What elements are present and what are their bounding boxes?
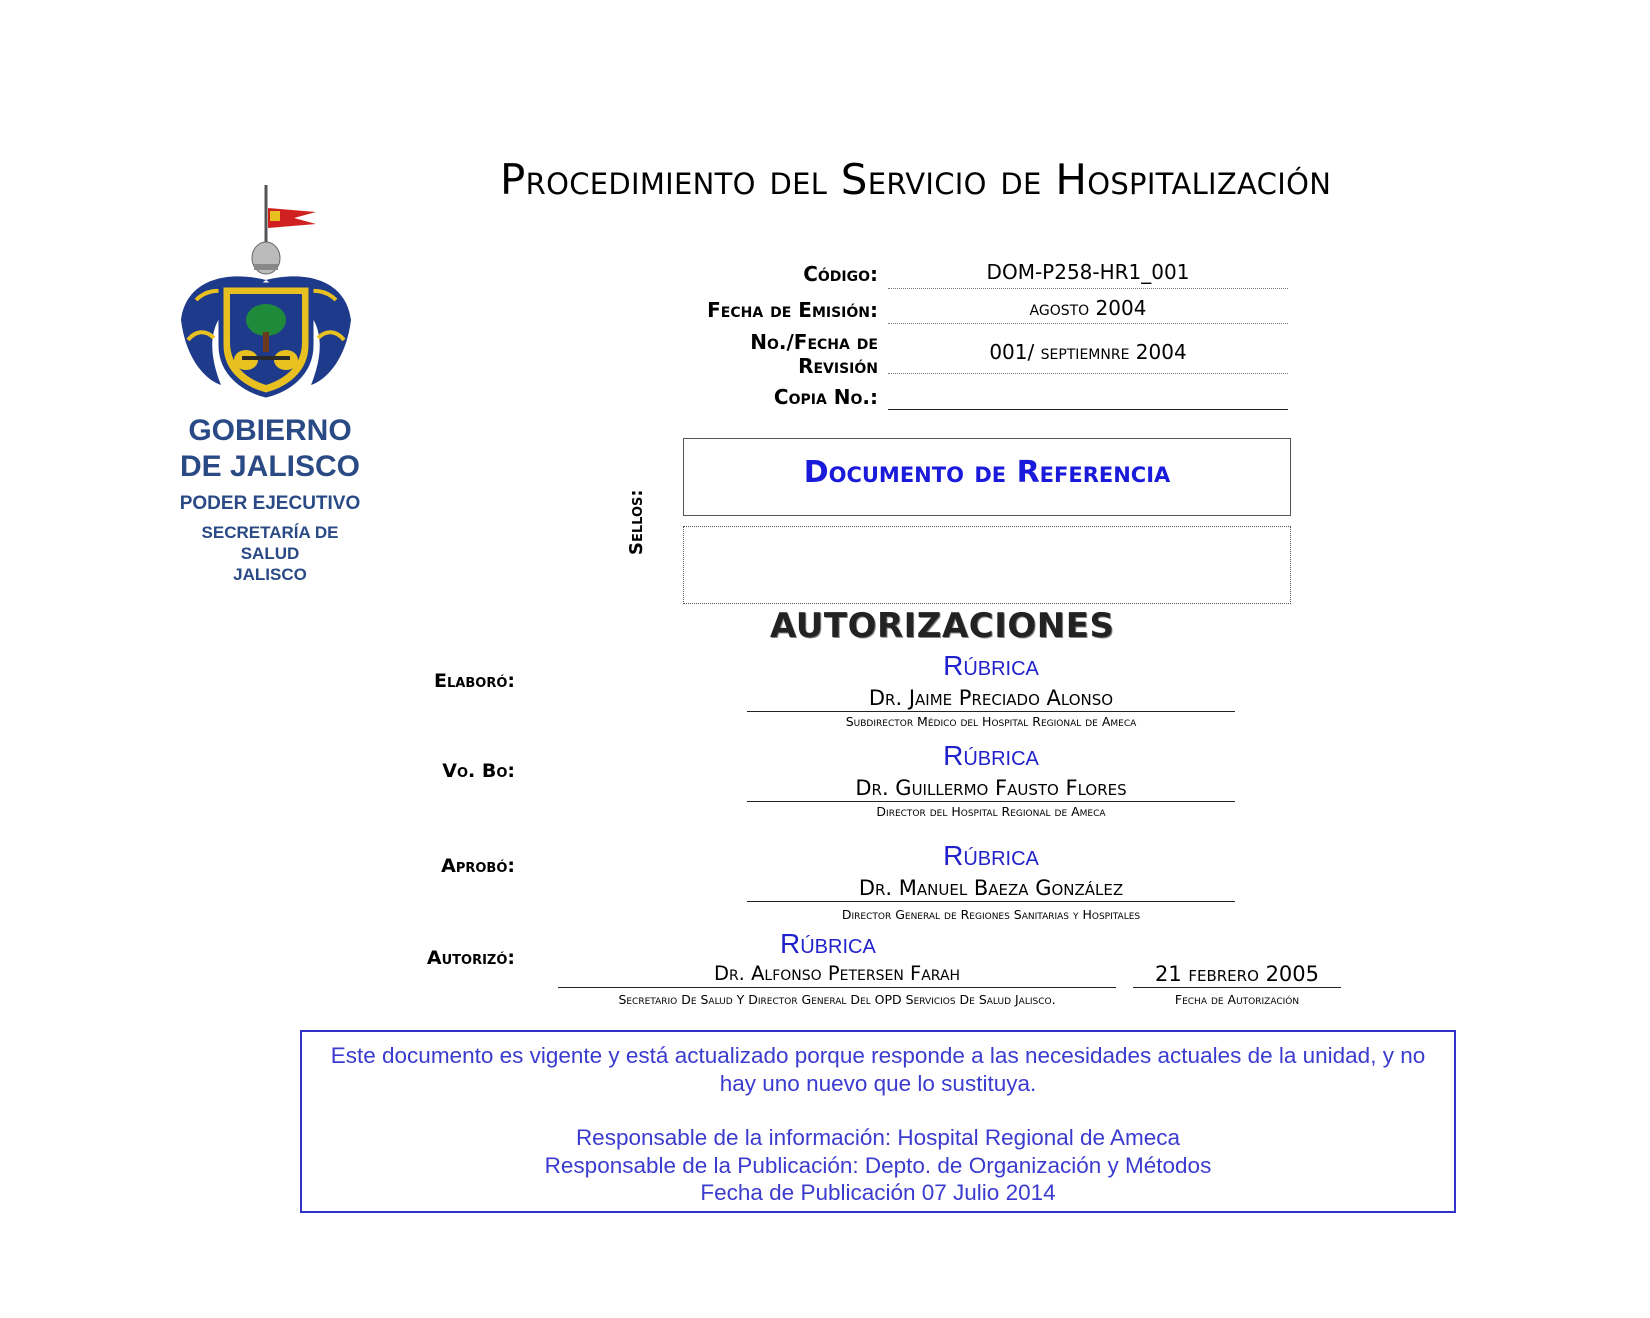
vigencia-statement: Este documento es vigente y está actualizado porque responde a las necesidades actuales de la unidad, y no hay uno nuevo que lo sustituya. xyxy=(330,1043,1426,1096)
logo-text-secretaria xyxy=(160,522,380,585)
elaboro-signature: Rúbrica xyxy=(943,650,1039,681)
document-title: Procedimiento del Servicio de Hospitalización xyxy=(500,155,1332,204)
fecha-publicacion: Fecha de Publicación 07 Julio 2014 xyxy=(700,1180,1056,1205)
logo-text-secretaria-1: SECRETARÍA DE xyxy=(201,523,339,542)
vobo-signature: Rúbrica xyxy=(943,740,1039,771)
copia-underline xyxy=(888,409,1288,410)
autorizo-name: Dr. Alfonso Petersen Farah xyxy=(713,962,961,985)
revision-label xyxy=(750,330,878,378)
autorizo-signature: Rúbrica xyxy=(780,928,876,959)
revision-label-line1: No./Fecha de xyxy=(750,330,878,354)
coat-of-arms-icon xyxy=(166,180,366,410)
fecha-emision-label: Fecha de Emisión: xyxy=(707,298,878,322)
logo-text-jalisco: DE JALISCO xyxy=(179,450,361,483)
sellos-label: Sellos: xyxy=(626,489,647,555)
autorizaciones-heading: AUTORIZACIONES xyxy=(770,606,1115,646)
elaboro-label: Elaboró: xyxy=(434,670,515,692)
aprobo-name: Dr. Manuel Baeza González xyxy=(858,876,1124,900)
fecha-autorizacion-value: 21 febrero 2005 xyxy=(1154,962,1320,986)
fecha-emision-underline xyxy=(888,323,1288,324)
elaboro-name: Dr. Jaime Preciado Alonso xyxy=(868,686,1114,710)
aprobo-signature: Rúbrica xyxy=(943,840,1039,871)
logo-text-secretaria-3: JALISCO xyxy=(233,565,307,584)
logo-text-gobierno: GOBIERNO xyxy=(188,414,352,447)
reference-document-title: Documento de Referencia xyxy=(803,455,1171,490)
jalisco-government-logo xyxy=(170,180,370,600)
responsables-block xyxy=(312,1124,1444,1207)
revision-underline xyxy=(888,373,1288,374)
aprobo-label: Aprobó: xyxy=(441,855,515,877)
logo-text-secretaria-2: SALUD xyxy=(240,544,300,563)
elaboro-role: Subdirector Médico del Hospital Regional de Ameca xyxy=(845,714,1137,729)
empty-stamp-box xyxy=(683,526,1291,604)
revision-value: 001/ septiemnre 2004 xyxy=(989,340,1187,364)
vobo-label: Vo. Bo: xyxy=(442,760,515,782)
revision-label-line2: Revisión xyxy=(798,354,878,378)
autorizo-label: Autorizó: xyxy=(426,947,515,969)
codigo-underline xyxy=(888,288,1288,289)
fecha-autorizacion-label: Fecha de Autorización xyxy=(1174,992,1300,1007)
vobo-signature-line xyxy=(747,801,1235,802)
responsable-publicacion: Responsable de la Publicación: Depto. de Organización y Métodos xyxy=(544,1152,1212,1178)
autorizo-signature-line xyxy=(558,987,1116,988)
codigo-label: Código: xyxy=(803,262,878,286)
elaboro-signature-line xyxy=(747,711,1235,712)
aprobo-signature-line xyxy=(747,901,1235,902)
vobo-role: Director del Hospital Regional de Ameca xyxy=(876,804,1106,819)
publication-notice-box xyxy=(300,1030,1456,1213)
responsable-informacion: Responsable de la información: Hospital Regional de Ameca xyxy=(575,1125,1181,1150)
aprobo-role: Director General de Regiones Sanitarias y Hospitales xyxy=(841,907,1141,922)
fecha-emision-value: agosto 2004 xyxy=(1029,296,1147,320)
codigo-value: DOM-P258-HR1_001 xyxy=(986,260,1190,284)
logo-text-poder: PODER EJECUTIVO xyxy=(179,493,361,514)
fecha-autorizacion-line xyxy=(1133,987,1341,988)
vobo-name: Dr. Guillermo Fausto Flores xyxy=(855,776,1127,800)
autorizo-role: Secretario De Salud Y Director General Del OPD Servicios De Salud Jalisco. xyxy=(618,992,1056,1007)
copia-label: Copia No.: xyxy=(773,385,878,409)
